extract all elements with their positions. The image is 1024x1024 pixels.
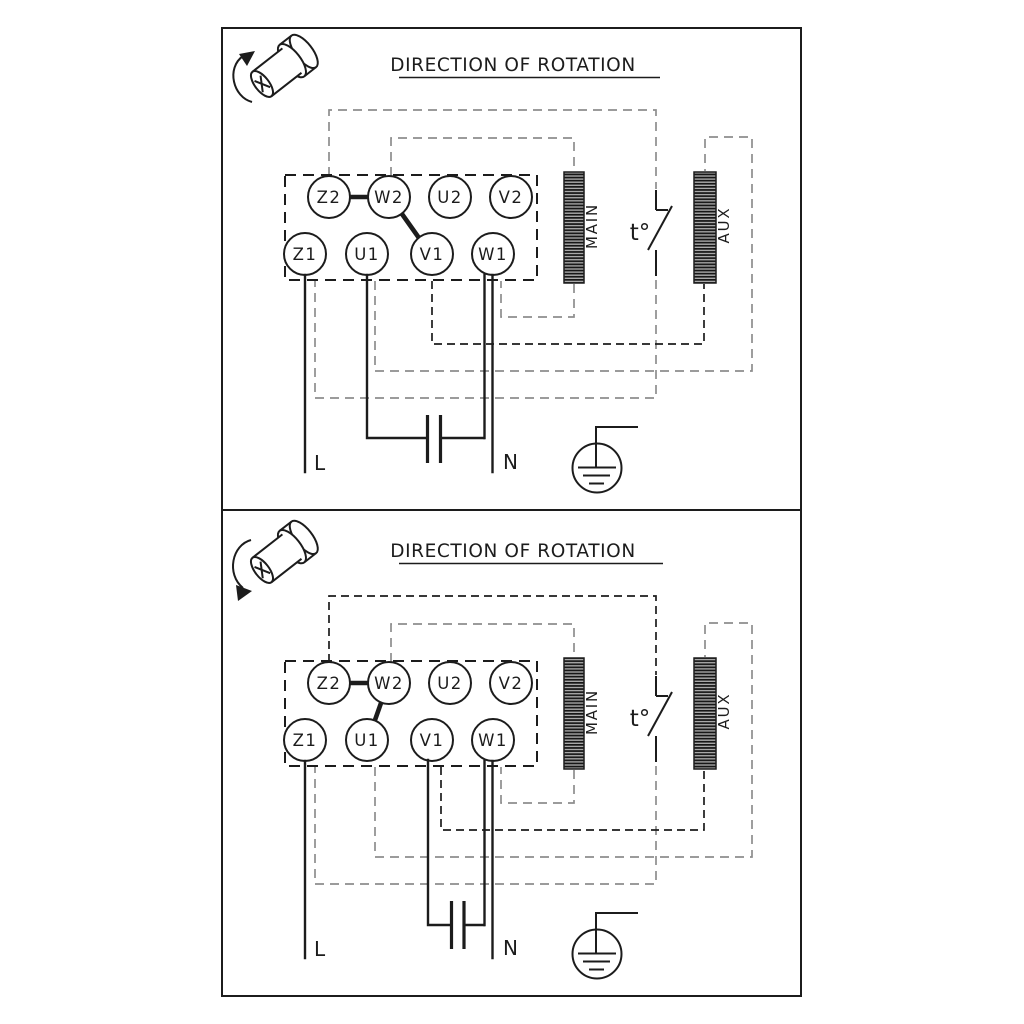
wire-v1-to-capacitor [428,760,451,925]
terminal-v1 [411,233,453,275]
terminal-w1 [472,233,514,275]
main-winding [564,658,601,769]
wire-z2-to-switch-top [329,596,656,675]
svg-text:U2: U2 [437,674,463,693]
svg-text:Z1: Z1 [292,245,318,264]
panel-rotation-cw [222,510,801,996]
thermal-switch [630,190,672,276]
svg-text:Z1: Z1 [292,731,318,750]
terminal-v1 [411,719,453,761]
terminal-u1 [346,233,388,275]
terminal-w2 [368,662,410,704]
svg-text:V2: V2 [498,188,524,207]
thermal-switch-label: t° [629,706,651,732]
terminal-block [284,175,537,280]
bridge-link-w2-u1 [375,703,381,720]
aux-winding-label: AUX [715,692,733,730]
svg-text:Z2: Z2 [316,674,342,693]
main-winding [564,172,601,283]
wire-main-bottom-to-w1 [501,281,574,317]
panel-title: DIRECTION OF ROTATION [390,541,636,562]
svg-text:Z2: Z2 [316,188,342,207]
panel-title: DIRECTION OF ROTATION [390,55,636,76]
svg-text:U1: U1 [354,731,380,750]
terminal-z2 [308,662,350,704]
motor-shaft-rotate-cw-icon [233,516,323,601]
rotation-arrow-arc [233,540,251,588]
wire-main-bottom-to-w1 [501,767,574,803]
rotation-arrow-arc [233,56,252,102]
main-winding-label: MAIN [583,688,601,736]
ground-symbol [573,427,639,493]
svg-text:V1: V1 [419,731,445,750]
aux-winding [694,172,733,283]
svg-text:V2: V2 [498,674,524,693]
terminal-z2 [308,176,350,218]
capacitor [452,901,465,949]
thermal-switch [630,676,672,762]
panel-rotation-ccw [222,28,801,510]
thermal-switch-label: t° [629,220,651,246]
motor-shaft-rotate-ccw-icon [233,30,322,104]
neutral-terminal-label: N [503,450,518,474]
wire-z2-to-switch-top [329,110,656,189]
terminal-u2 [429,176,471,218]
aux-winding-label: AUX [715,206,733,244]
svg-text:W2: W2 [374,674,404,693]
ground-symbol [573,913,639,979]
neutral-terminal-label: N [503,936,518,960]
svg-text:W1: W1 [478,731,508,750]
terminal-z1 [284,719,326,761]
aux-winding [694,658,733,769]
rotation-arrow-head [236,585,252,601]
supply-wiring [305,760,518,961]
wire-v1-to-aux-bottom [441,767,704,830]
wire-v1-to-aux-bottom [432,281,704,344]
wire-u1-to-capacitor [367,275,427,438]
svg-text:V1: V1 [419,245,445,264]
supply-wiring [305,275,518,475]
terminal-u1 [346,719,388,761]
line-terminal-label: L [314,451,326,475]
terminal-block [284,661,537,766]
terminal-z1 [284,233,326,275]
terminal-u2 [429,662,471,704]
svg-text:W2: W2 [374,188,404,207]
wire-w2-to-main-top [391,138,574,176]
terminal-w1 [472,719,514,761]
terminal-w2 [368,176,410,218]
wire-w2-to-main-top [391,624,574,662]
main-winding-label: MAIN [583,202,601,250]
capacitor [428,415,441,463]
line-terminal-label: L [314,937,326,961]
svg-text:W1: W1 [478,245,508,264]
terminal-v2 [490,176,532,218]
terminal-v2 [490,662,532,704]
bridge-link-w2-v1 [402,214,419,238]
svg-text:U1: U1 [354,245,380,264]
svg-text:U2: U2 [437,188,463,207]
